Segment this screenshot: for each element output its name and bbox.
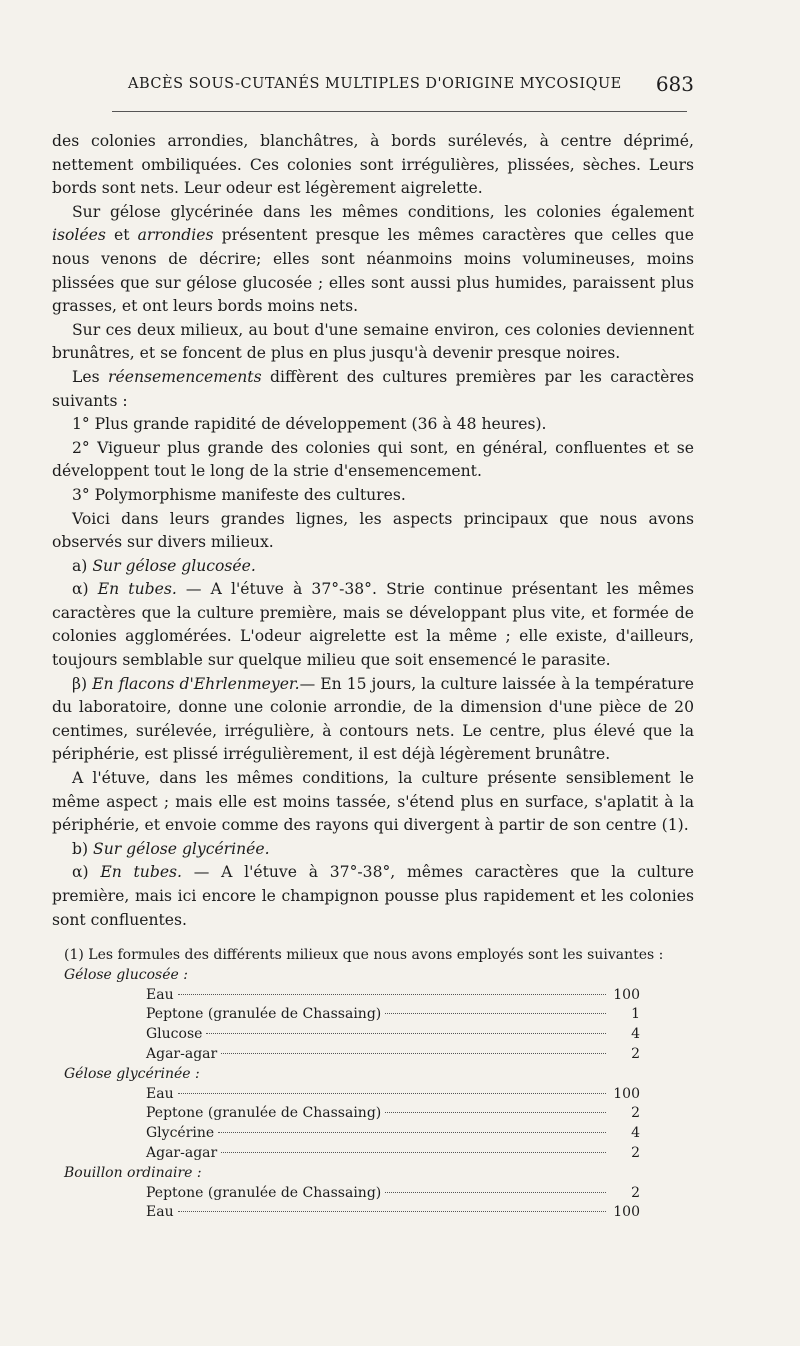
page-number: 683 bbox=[655, 72, 694, 96]
paragraph: α) En tubes. — A l'étuve à 37°-38°, mêmes caractères que la culture première, mais ici encore le champignon pousse plus rapidement et les colonies sont confluentes. bbox=[52, 863, 694, 929]
recipe-row bbox=[146, 1045, 640, 1065]
paragraph: Sur ces deux milieux, au bout d'une semaine environ, ces colonies deviennent brunâtres, et se foncent de plus en plus jusqu'à devenir presque noires. bbox=[52, 320, 694, 363]
recipe-row bbox=[146, 1104, 640, 1124]
ingredient-name: Peptone (granulée de Chassaing) bbox=[146, 1105, 382, 1122]
recipe-row bbox=[146, 1144, 640, 1164]
footnote bbox=[52, 946, 694, 1223]
ingredient-name: Glycérine bbox=[146, 1125, 215, 1142]
recipe-group-title: Gélose glycérinée : bbox=[64, 1065, 200, 1082]
ingredient-quantity: 4 bbox=[631, 1026, 640, 1043]
header-rule bbox=[112, 111, 687, 112]
leader-dots bbox=[385, 1112, 606, 1113]
ingredient-quantity: 100 bbox=[613, 1204, 640, 1221]
ingredient-quantity: 1 bbox=[631, 1006, 640, 1023]
paragraph: α) En tubes. — A l'étuve à 37°-38°. Strie continue présentant les mêmes caractères que la culture première, mais se développant plus vite, et formée de colonies agglomérées. L'odeur aigrelette est la même ; elle existe, d'ailleurs, toujours semblable sur quelque milieu que soit ensemencé le parasite. bbox=[52, 580, 694, 670]
recipe-row bbox=[146, 1124, 640, 1144]
recipe-row bbox=[146, 1025, 640, 1045]
paragraph: β) En flacons d'Ehrlenmeyer.— En 15 jours, la culture laissée à la température du laboratoire, donne une colonie arrondie, de la dimension d'une pièce de 20 centimes, surélevée, irrégulière, à contours nets. Le centre, plus élevé que la périphérie, est plissé irrégulièrement, il est déjà légèrement brunâtre. bbox=[52, 674, 694, 764]
ingredient-name: Peptone (granulée de Chassaing) bbox=[146, 1006, 382, 1023]
leader-dots bbox=[221, 1152, 606, 1153]
ingredient-quantity: 4 bbox=[631, 1125, 640, 1142]
leader-dots bbox=[178, 994, 606, 995]
list-item: 2° Vigueur plus grande des colonies qui sont, en général, confluentes et se développent tout le long de la strie d'ensemencement. bbox=[52, 438, 694, 481]
leader-dots bbox=[218, 1132, 606, 1133]
ingredient-name: Eau bbox=[146, 1085, 174, 1102]
ingredient-quantity: 2 bbox=[631, 1144, 640, 1161]
ingredient-quantity: 2 bbox=[631, 1105, 640, 1122]
leader-dots bbox=[178, 1211, 606, 1212]
paragraph: des colonies arrondies, blanchâtres, à bords surélevés, à centre déprimé, nettement ombiliquées. Ces colonies sont irrégulières, plissées, sèches. Leurs bords sont nets. Leur odeur est légèrement aigrelette. bbox=[52, 132, 694, 198]
ingredient-name: Agar-agar bbox=[146, 1045, 218, 1062]
ingredient-quantity: 100 bbox=[613, 986, 640, 1003]
main-text bbox=[52, 130, 694, 932]
paragraph: Sur gélose glycérinée dans les mêmes conditions, les colonies également isolées et arrondies présentent presque les mêmes caractères que celles que nous venons de décrire; elles sont néanmoins moins volumineuses, moins plissées que sur gélose glucosée ; elles sont aussi plus humides, paraissent plus grasses, et ont leurs bords moins nets. bbox=[52, 202, 694, 316]
recipe-row bbox=[146, 1085, 640, 1105]
leader-dots bbox=[385, 1192, 606, 1193]
ingredient-quantity: 2 bbox=[631, 1045, 640, 1062]
footnote-intro: (1) Les formules des différents milieux que nous avons employés sont les suivantes : bbox=[64, 947, 664, 963]
ingredient-name: Peptone (granulée de Chassaing) bbox=[146, 1184, 382, 1201]
recipe-group-title: Bouillon ordinaire : bbox=[64, 1164, 202, 1181]
leader-dots bbox=[206, 1033, 606, 1034]
ingredient-name: Eau bbox=[146, 986, 174, 1003]
recipe-row bbox=[146, 1203, 640, 1223]
list-item: 3° Polymorphisme manifeste des cultures. bbox=[72, 485, 406, 504]
paragraph: Les réensemencements diffèrent des cultures premières par les caractères suivants : bbox=[52, 367, 695, 410]
ingredient-name: Eau bbox=[146, 1204, 174, 1221]
ingredient-quantity: 2 bbox=[631, 1184, 640, 1201]
section-heading: a) Sur gélose glucosée. bbox=[72, 556, 256, 575]
recipe-row bbox=[146, 1184, 640, 1204]
ingredient-quantity: 100 bbox=[613, 1085, 640, 1102]
recipe-group-title: Gélose glucosée : bbox=[64, 966, 188, 983]
recipe-row bbox=[146, 986, 640, 1006]
leader-dots bbox=[221, 1053, 606, 1054]
paragraph: A l'étuve, dans les mêmes conditions, la culture présente sensiblement le même aspect ; mais elle est moins tassée, s'étend plus en surface, s'aplatit à la périphérie, et envoie comme des rayons qui divergent à partir de son centre (1). bbox=[52, 769, 694, 835]
ingredient-name: Agar-agar bbox=[146, 1144, 218, 1161]
leader-dots bbox=[385, 1013, 606, 1014]
running-head-title: ABCÈS SOUS-CUTANÉS MULTIPLES D'ORIGINE MYCOSIQUE bbox=[128, 76, 622, 92]
recipe-list bbox=[52, 966, 694, 1223]
recipe-row bbox=[146, 1005, 640, 1025]
ingredient-name: Glucose bbox=[146, 1026, 203, 1043]
leader-dots bbox=[178, 1093, 606, 1094]
paragraph: Voici dans leurs grandes lignes, les aspects principaux que nous avons observés sur divers milieux. bbox=[52, 509, 694, 552]
section-heading: b) Sur gélose glycérinée. bbox=[72, 839, 270, 858]
list-item: 1° Plus grande rapidité de développement (36 à 48 heures). bbox=[72, 415, 547, 434]
